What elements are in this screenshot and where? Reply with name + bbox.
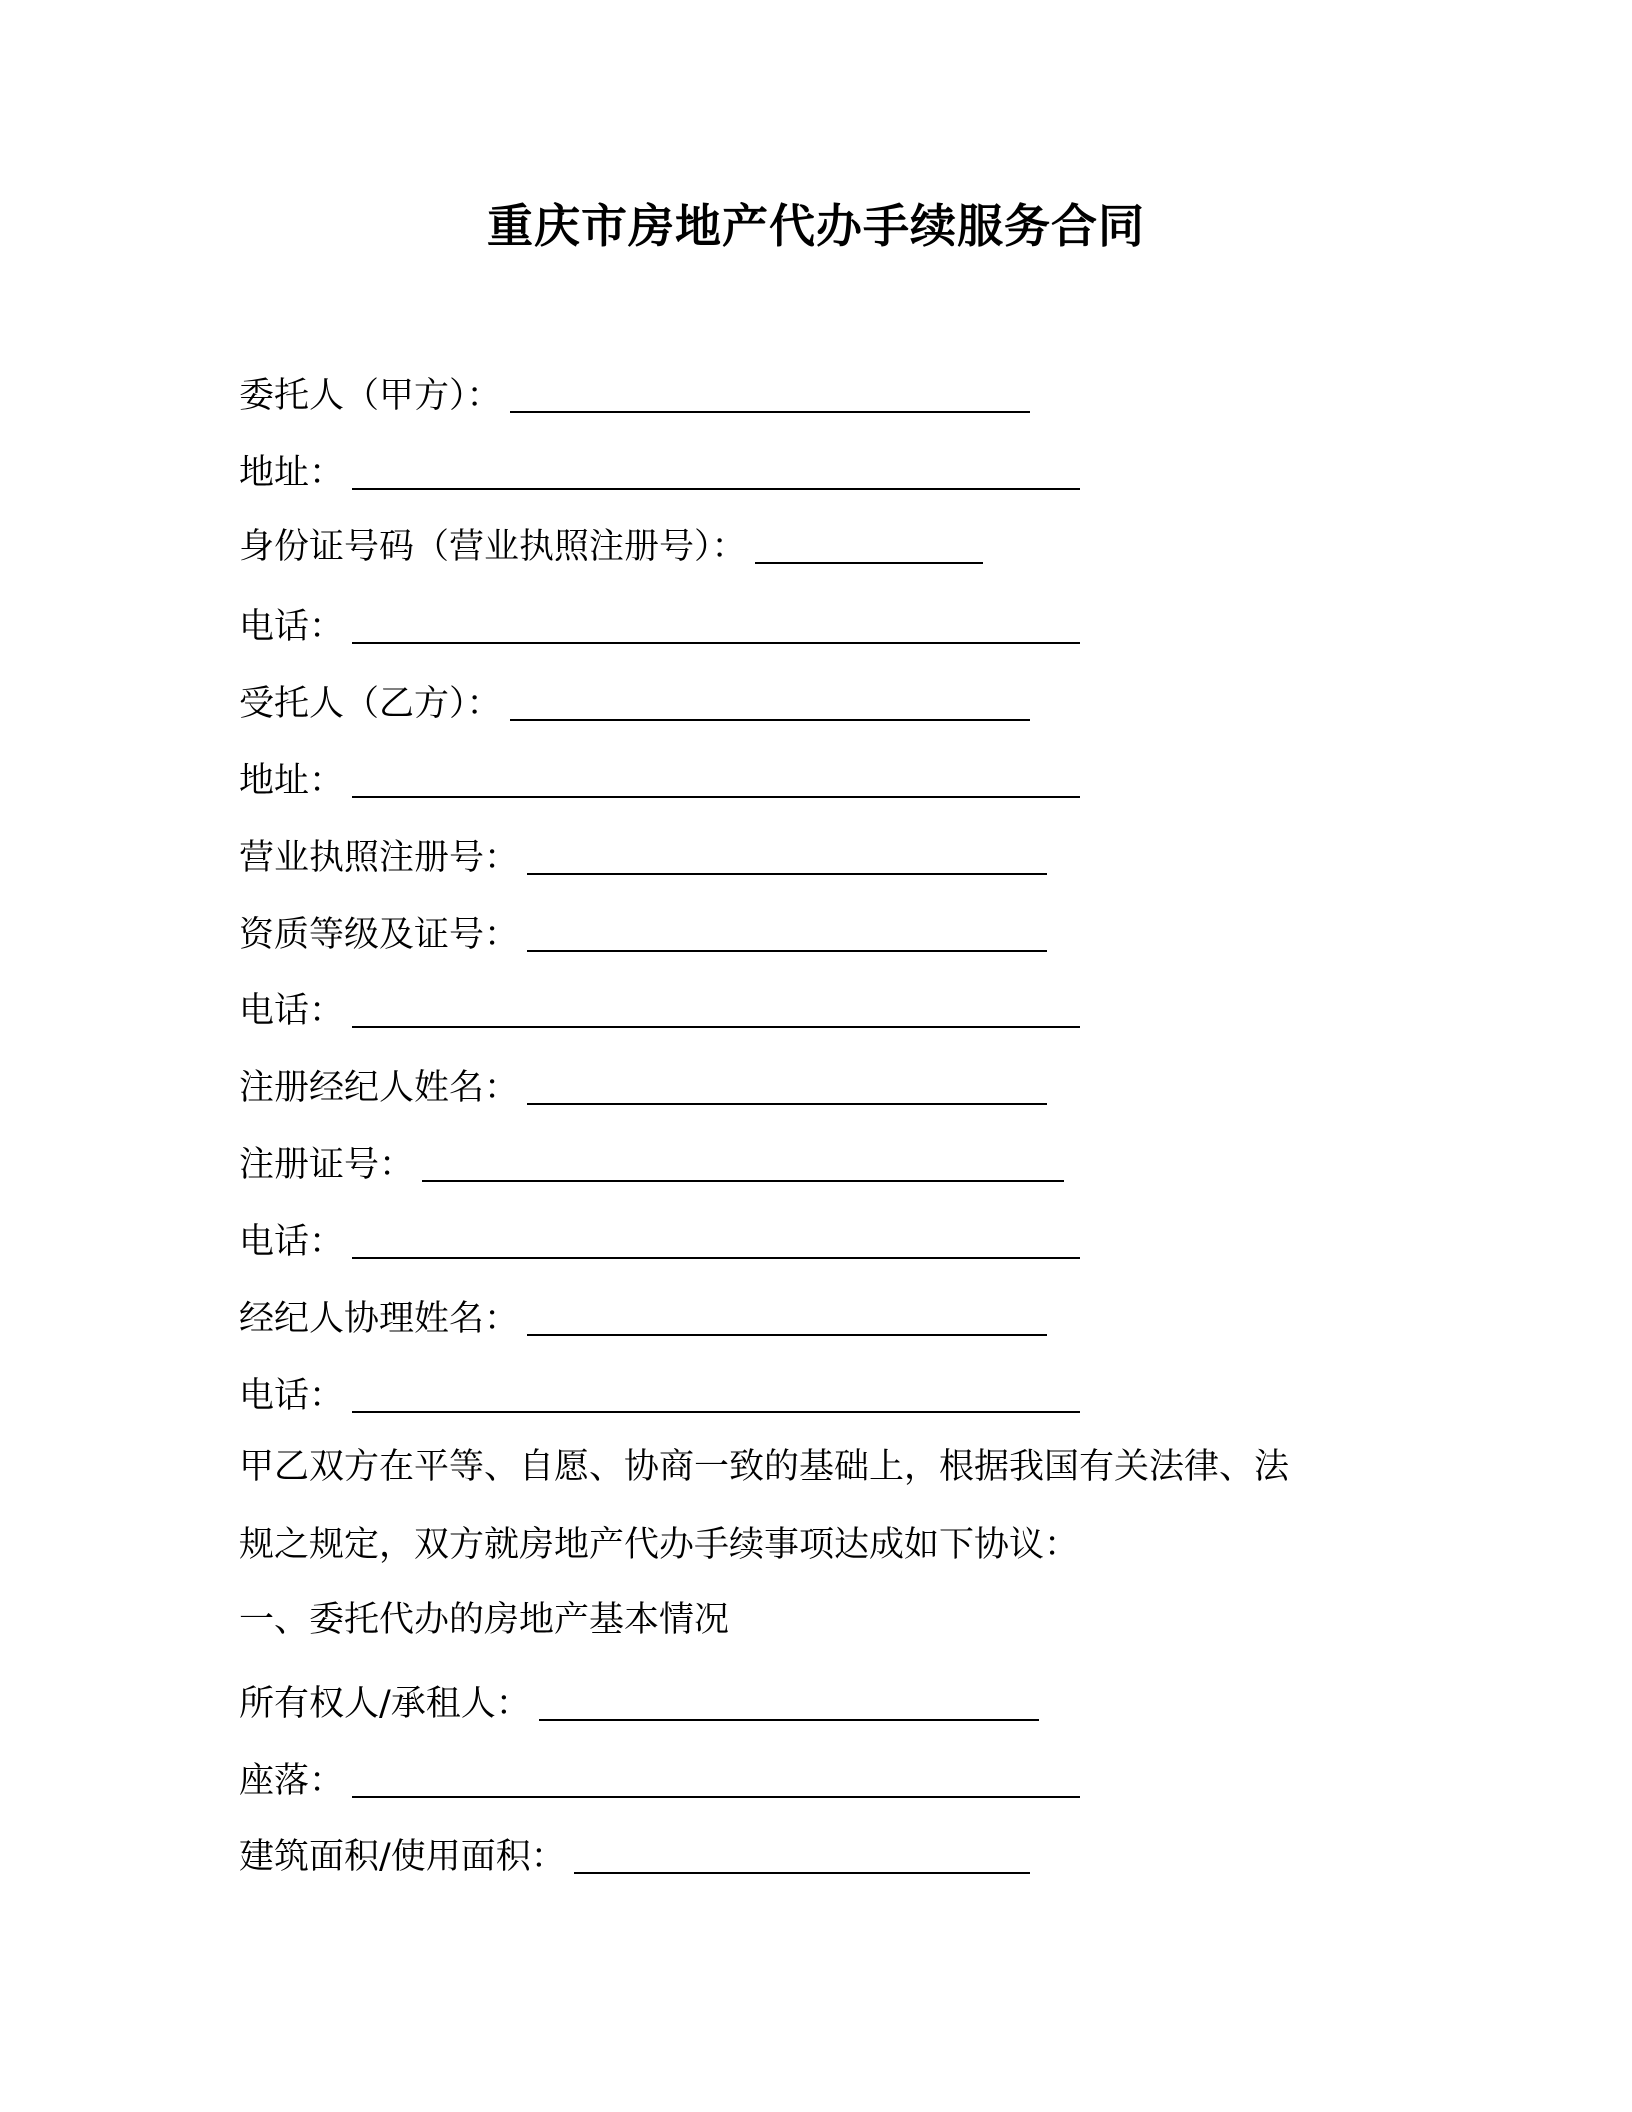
fill-in-blank[interactable]	[422, 1150, 1064, 1182]
field-client-phone	[239, 606, 1080, 648]
fill-in-blank[interactable]	[510, 381, 1030, 413]
field-label: 受托人（乙方）：	[239, 684, 502, 724]
field-agent-party-b	[239, 683, 1030, 725]
field-label: 电话：	[239, 991, 345, 1031]
fill-in-blank[interactable]	[527, 1304, 1047, 1336]
agreement-text-line-1: 甲乙双方在平等、自愿、协商一致的基础上，根据我国有关法律、法	[239, 1447, 1290, 1487]
fill-in-blank[interactable]	[510, 689, 1030, 721]
field-label: 注册证号：	[239, 1145, 415, 1185]
agreement-text-line-2: 规之规定，双方就房地产代办手续事项达成如下协议：	[239, 1525, 1080, 1565]
fill-in-blank[interactable]	[527, 1073, 1047, 1105]
fill-in-blank[interactable]	[527, 920, 1047, 952]
field-assistant-phone	[239, 1375, 1080, 1417]
field-label: 电话：	[239, 1376, 345, 1416]
field-label: 所有权人/承租人：	[239, 1684, 531, 1724]
field-location	[239, 1760, 1080, 1802]
fill-in-blank[interactable]	[352, 612, 1080, 644]
field-label: 电话：	[239, 1222, 345, 1262]
field-building-area	[239, 1836, 1030, 1878]
fill-in-blank[interactable]	[527, 843, 1047, 875]
field-agent-phone	[239, 990, 1080, 1032]
field-agent-qualification	[239, 914, 1047, 956]
fill-in-blank[interactable]	[352, 1766, 1080, 1798]
fill-in-blank[interactable]	[539, 1689, 1039, 1721]
field-label: 经纪人协理姓名：	[239, 1299, 520, 1339]
field-owner-tenant	[239, 1683, 1039, 1725]
field-label: 资质等级及证号：	[239, 915, 520, 955]
fill-in-blank[interactable]	[352, 1381, 1080, 1413]
field-client-address	[239, 452, 1080, 494]
fill-in-blank[interactable]	[352, 1227, 1080, 1259]
document-title: 重庆市房地产代办手续服务合同	[487, 199, 1145, 253]
field-label: 营业执照注册号：	[239, 838, 520, 878]
fill-in-blank[interactable]	[352, 996, 1080, 1028]
field-label: 座落：	[239, 1761, 345, 1801]
field-agent-address	[239, 760, 1080, 802]
field-label: 地址：	[239, 761, 345, 801]
field-broker-phone	[239, 1221, 1080, 1263]
field-client-party-a	[239, 375, 1030, 417]
field-broker-cert-number	[239, 1144, 1064, 1186]
field-label: 身份证号码（营业执照注册号）：	[239, 527, 747, 567]
field-assistant-name	[239, 1298, 1047, 1340]
field-label: 委托人（甲方）：	[239, 376, 502, 416]
field-label: 电话：	[239, 607, 345, 647]
field-agent-license-number	[239, 837, 1047, 879]
fill-in-blank[interactable]	[574, 1842, 1030, 1874]
fill-in-blank[interactable]	[755, 532, 983, 564]
fill-in-blank[interactable]	[352, 458, 1080, 490]
field-label: 地址：	[239, 453, 345, 493]
fill-in-blank[interactable]	[352, 766, 1080, 798]
field-broker-name	[239, 1067, 1047, 1109]
field-client-id-number	[239, 526, 983, 568]
field-label: 注册经纪人姓名：	[239, 1068, 520, 1108]
field-label: 建筑面积/使用面积：	[239, 1837, 566, 1877]
section-heading: 一、委托代办的房地产基本情况	[239, 1600, 730, 1640]
